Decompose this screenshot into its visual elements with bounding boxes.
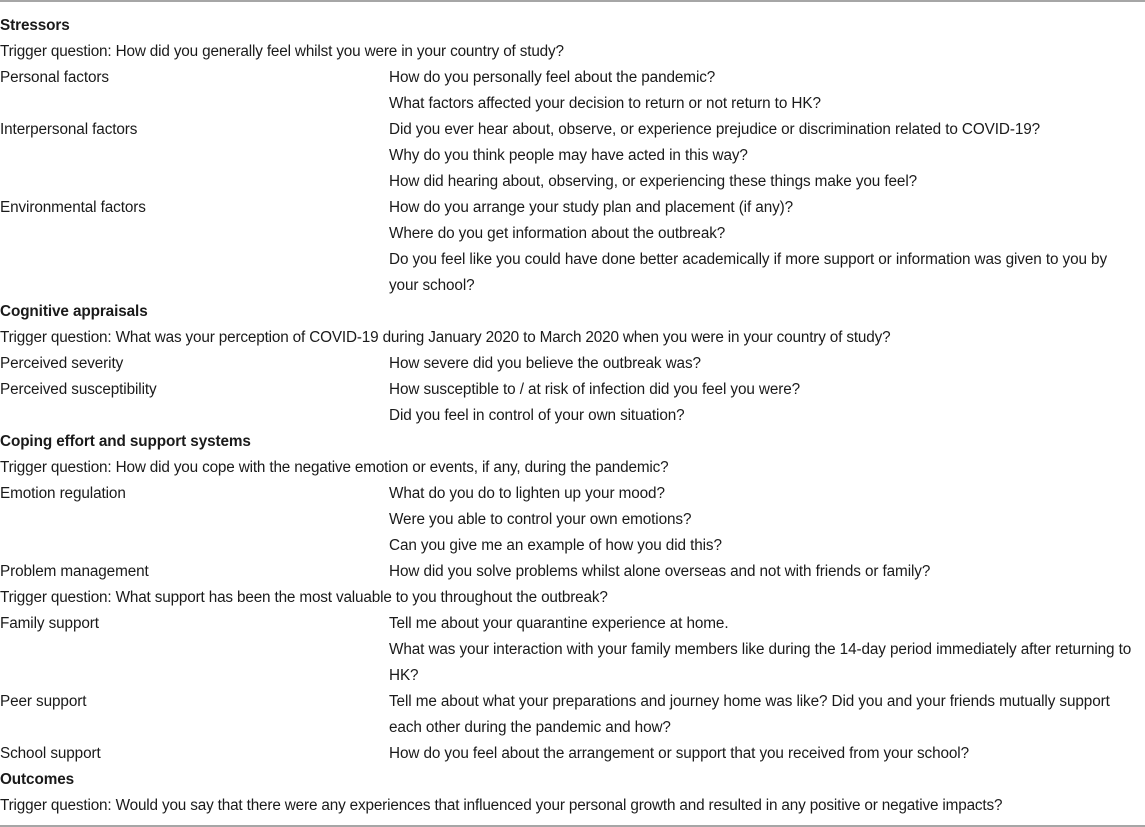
probe-question-text: How did hearing about, observing, or experiencing these things make you feel? (389, 173, 918, 190)
probe-question-text: Can you give me an example of how you did this? (389, 537, 722, 554)
probe-question-text: Where do you get information about the outbreak? (389, 225, 726, 242)
theme-question-row (0, 741, 1145, 767)
theme-question-row (0, 377, 1145, 403)
probe-question-text: What factors affected your decision to return or not return to HK? (389, 95, 821, 112)
theme-label: Environmental factors (0, 199, 146, 216)
theme-question-row (0, 403, 1145, 429)
section-heading-row (0, 299, 1145, 325)
theme-question-row (0, 689, 1145, 741)
probe-question-text: Do you feel like you could have done better academically if more support or information was given to you by your school? (389, 251, 1107, 294)
theme-question-row (0, 559, 1145, 585)
trigger-question-text: Trigger question: What support has been the most valuable to you throughout the outbreak? (0, 589, 608, 606)
theme-label: Emotion regulation (0, 485, 126, 502)
section-heading-row (0, 429, 1145, 455)
trigger-question-row (0, 39, 1145, 65)
theme-question-row (0, 143, 1145, 169)
probe-question-text: What was your interaction with your family members like during the 14-day period immediately after returning to HK? (389, 641, 1132, 684)
theme-question-row (0, 351, 1145, 377)
trigger-question-row (0, 455, 1145, 481)
theme-question-row (0, 533, 1145, 559)
trigger-question-text: Trigger question: What was your perception of COVID-19 during January 2020 to March 2020 when you were in your country of study? (0, 329, 891, 346)
section-heading: Stressors (0, 17, 70, 34)
probe-question-text: Tell me about your quarantine experience at home. (389, 615, 729, 632)
theme-question-row (0, 247, 1145, 299)
probe-question-text: Did you ever hear about, observe, or experience prejudice or discrimination related to COVID-19? (389, 121, 1041, 138)
probe-question-text: How did you solve problems whilst alone overseas and not with friends or family? (389, 563, 931, 580)
probe-question-text: How do you feel about the arrangement or support that you received from your school? (389, 745, 970, 762)
theme-label: Interpersonal factors (0, 121, 138, 138)
theme-question-row (0, 611, 1145, 637)
theme-label-continuation (0, 507, 389, 533)
theme-question-row (0, 195, 1145, 221)
theme-question-row (0, 117, 1145, 143)
theme-label-continuation (0, 533, 389, 559)
probe-question-text: How do you personally feel about the pandemic? (389, 69, 716, 86)
trigger-question-text: Trigger question: How did you generally feel whilst you were in your country of study? (0, 43, 564, 60)
section-heading-row (0, 767, 1145, 793)
theme-label: Peer support (0, 693, 87, 710)
trigger-question-row (0, 793, 1145, 819)
theme-question-row (0, 221, 1145, 247)
theme-question-row (0, 65, 1145, 91)
theme-question-row (0, 91, 1145, 117)
theme-label: School support (0, 745, 101, 762)
theme-label: Personal factors (0, 69, 109, 86)
theme-question-row (0, 507, 1145, 533)
trigger-question-row (0, 585, 1145, 611)
probe-question-text: Why do you think people may have acted in this way? (389, 147, 748, 164)
probe-question-text: How do you arrange your study plan and placement (if any)? (389, 199, 794, 216)
probe-question-text: Were you able to control your own emotions? (389, 511, 692, 528)
theme-label-continuation (0, 91, 389, 117)
probe-question-text: Tell me about what your preparations and journey home was like? Did you and your friends mutually support each other during the pandemic and how? (389, 693, 1110, 736)
theme-label: Perceived susceptibility (0, 381, 157, 398)
probe-question-text: How susceptible to / at risk of infection did you feel you were? (389, 381, 801, 398)
theme-label: Family support (0, 615, 99, 632)
probe-question-text: Did you feel in control of your own situation? (389, 407, 685, 424)
theme-question-row (0, 481, 1145, 507)
probe-question-text: What do you do to lighten up your mood? (389, 485, 665, 502)
theme-label: Perceived severity (0, 355, 124, 372)
trigger-question-row (0, 325, 1145, 351)
theme-question-row (0, 169, 1145, 195)
section-heading: Cognitive appraisals (0, 303, 148, 320)
section-heading: Coping effort and support systems (0, 433, 251, 450)
theme-question-row (0, 637, 1145, 689)
probe-question-text: How severe did you believe the outbreak was? (389, 355, 701, 372)
section-heading-row (0, 13, 1145, 39)
theme-label-continuation (0, 221, 389, 247)
theme-label-continuation (0, 403, 389, 429)
theme-label-continuation (0, 169, 389, 195)
trigger-question-text: Trigger question: Would you say that there were any experiences that influenced your personal growth and resulted in any positive or negative impacts? (0, 797, 1003, 814)
theme-label-continuation (0, 247, 389, 273)
section-heading: Outcomes (0, 771, 75, 788)
theme-label-continuation (0, 143, 389, 169)
theme-label: Problem management (0, 563, 149, 580)
theme-label-continuation (0, 637, 389, 663)
trigger-question-text: Trigger question: How did you cope with the negative emotion or events, if any, during the pandemic? (0, 459, 669, 476)
